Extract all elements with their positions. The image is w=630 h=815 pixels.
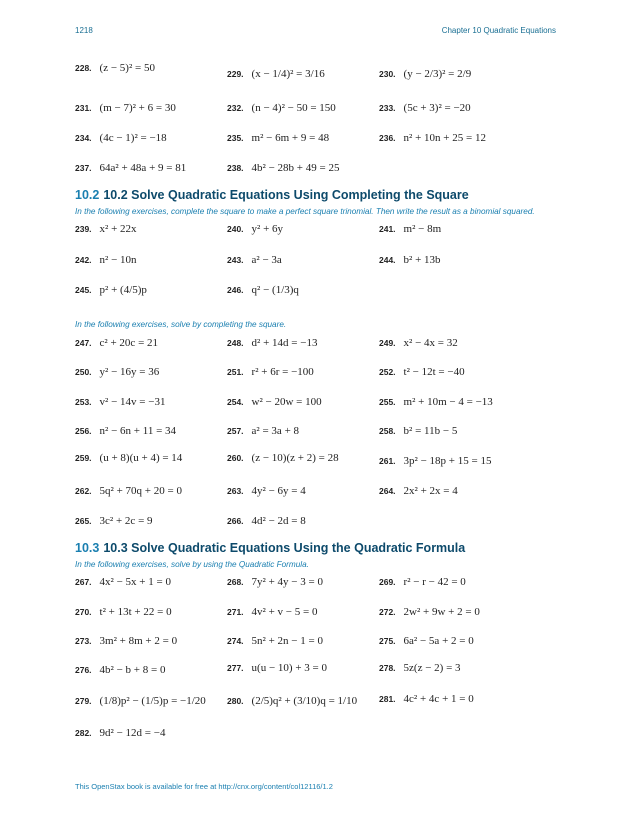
section-heading bbox=[75, 188, 469, 202]
problem-expression: (u + 8)(u + 4) = 14 bbox=[99, 452, 183, 464]
problem-number: 270. bbox=[75, 607, 92, 617]
problem-number: 235. bbox=[227, 133, 244, 143]
problem-number: 271. bbox=[227, 607, 244, 617]
problem-expression: 2w² + 9w + 2 = 0 bbox=[403, 606, 480, 618]
problem-268 bbox=[227, 576, 323, 588]
problem-number: 262. bbox=[75, 486, 92, 496]
page-number: 1218 bbox=[75, 26, 93, 35]
problem-257 bbox=[227, 425, 299, 437]
problem-number: 274. bbox=[227, 636, 244, 646]
problem-254 bbox=[227, 396, 322, 408]
problem-expression: 3c² + 2c = 9 bbox=[99, 515, 153, 527]
problem-number: 263. bbox=[227, 486, 244, 496]
problem-number: 237. bbox=[75, 163, 92, 173]
problem-261 bbox=[379, 455, 491, 467]
problem-number: 261. bbox=[379, 456, 396, 466]
problem-expression: 4b² − 28b + 49 = 25 bbox=[251, 162, 340, 174]
problem-246 bbox=[227, 284, 299, 296]
problem-number: 279. bbox=[75, 696, 92, 706]
problem-expression: 9d² − 12d = −4 bbox=[99, 727, 166, 739]
chapter-title: Chapter 10 Quadratic Equations bbox=[441, 26, 556, 35]
problem-238 bbox=[227, 162, 339, 174]
problem-256 bbox=[75, 425, 176, 437]
problem-234 bbox=[75, 132, 167, 144]
problem-number: 229. bbox=[227, 69, 244, 79]
problem-237 bbox=[75, 162, 186, 174]
problem-number: 239. bbox=[75, 224, 92, 234]
problem-278 bbox=[379, 662, 461, 674]
problem-252 bbox=[379, 366, 465, 378]
problem-259 bbox=[75, 452, 182, 464]
problem-number: 267. bbox=[75, 577, 92, 587]
problem-number: 275. bbox=[379, 636, 396, 646]
problem-231 bbox=[75, 102, 176, 114]
problem-269 bbox=[379, 576, 466, 588]
problem-number: 258. bbox=[379, 426, 396, 436]
problem-expression: 4b² − b + 8 = 0 bbox=[99, 664, 166, 676]
problem-266 bbox=[227, 515, 306, 527]
problem-expression: (z − 5)² = 50 bbox=[99, 62, 155, 74]
problem-277 bbox=[227, 662, 327, 674]
problem-262 bbox=[75, 485, 182, 497]
problem-expression: (4c − 1)² = −18 bbox=[99, 132, 167, 144]
problem-267 bbox=[75, 576, 171, 588]
problem-number: 268. bbox=[227, 577, 244, 587]
problem-number: 256. bbox=[75, 426, 92, 436]
problem-number: 272. bbox=[379, 607, 396, 617]
problem-280 bbox=[227, 695, 357, 707]
problem-number: 260. bbox=[227, 453, 244, 463]
problem-expression: (1/8)p² − (1/5)p = −1/20 bbox=[99, 695, 206, 707]
problem-249 bbox=[379, 337, 458, 349]
problem-265 bbox=[75, 515, 153, 527]
problem-247 bbox=[75, 337, 158, 349]
problem-number: 244. bbox=[379, 255, 396, 265]
problem-number: 266. bbox=[227, 516, 244, 526]
problem-number: 259. bbox=[75, 453, 92, 463]
problem-expression: 3m² + 8m + 2 = 0 bbox=[99, 635, 178, 647]
problem-242 bbox=[75, 254, 137, 266]
problem-number: 233. bbox=[379, 103, 396, 113]
problem-expression: 4x² − 5x + 1 = 0 bbox=[99, 576, 171, 588]
section-heading bbox=[75, 541, 465, 555]
problem-275 bbox=[379, 635, 474, 647]
problem-number: 247. bbox=[75, 338, 92, 348]
problem-230 bbox=[379, 68, 471, 80]
problem-243 bbox=[227, 254, 282, 266]
problem-expression: m² − 6m + 9 = 48 bbox=[251, 132, 330, 144]
problem-274 bbox=[227, 635, 323, 647]
problem-number: 252. bbox=[379, 367, 396, 377]
problem-expression: t² − 12t = −40 bbox=[403, 366, 465, 378]
problem-233 bbox=[379, 102, 471, 114]
problem-number: 265. bbox=[75, 516, 92, 526]
problem-279 bbox=[75, 695, 206, 707]
section-number: 10.3 bbox=[75, 541, 100, 555]
problem-expression: y² − 16y = 36 bbox=[99, 366, 160, 378]
problem-expression: a² = 3a + 8 bbox=[251, 425, 300, 437]
problem-number: 249. bbox=[379, 338, 396, 348]
problem-expression: (5c + 3)² = −20 bbox=[403, 102, 471, 114]
problem-expression: w² − 20w = 100 bbox=[251, 396, 322, 408]
problem-270 bbox=[75, 606, 172, 618]
problem-expression: v² − 14v = −31 bbox=[99, 396, 166, 408]
instructions: In the following exercises, solve by using the Quadratic Formula. bbox=[75, 560, 309, 569]
problem-number: 232. bbox=[227, 103, 244, 113]
problem-241 bbox=[379, 223, 441, 235]
problem-244 bbox=[379, 254, 441, 266]
problem-number: 231. bbox=[75, 103, 92, 113]
problem-250 bbox=[75, 366, 159, 378]
problem-expression: 6a² − 5a + 2 = 0 bbox=[403, 635, 474, 647]
problem-272 bbox=[379, 606, 480, 618]
problem-expression: t² + 13t + 22 = 0 bbox=[99, 606, 172, 618]
problem-expression: b² + 13b bbox=[403, 254, 441, 266]
problem-number: 242. bbox=[75, 255, 92, 265]
problem-number: 257. bbox=[227, 426, 244, 436]
problem-expression: 5q² + 70q + 20 = 0 bbox=[99, 485, 182, 497]
problem-282 bbox=[75, 727, 165, 739]
problem-number: 250. bbox=[75, 367, 92, 377]
problem-253 bbox=[75, 396, 165, 408]
problem-expression: x² − 4x = 32 bbox=[403, 337, 458, 349]
problem-232 bbox=[227, 102, 336, 114]
problem-expression: (m − 7)² + 6 = 30 bbox=[99, 102, 176, 114]
problem-expression: x² + 22x bbox=[99, 223, 137, 235]
problem-expression: 7y² + 4y − 3 = 0 bbox=[251, 576, 323, 588]
problem-number: 248. bbox=[227, 338, 244, 348]
section-number: 10.2 bbox=[75, 188, 100, 202]
problem-236 bbox=[379, 132, 486, 144]
problem-number: 241. bbox=[379, 224, 396, 234]
problem-number: 282. bbox=[75, 728, 92, 738]
problem-expression: d² + 14d = −13 bbox=[251, 337, 318, 349]
problem-number: 264. bbox=[379, 486, 396, 496]
problem-248 bbox=[227, 337, 317, 349]
problem-expression: y² + 6y bbox=[251, 223, 284, 235]
problem-expression: (2/5)q² + (3/10)q = 1/10 bbox=[251, 695, 358, 707]
problem-260 bbox=[227, 452, 339, 464]
problem-number: 246. bbox=[227, 285, 244, 295]
problem-number: 280. bbox=[227, 696, 244, 706]
problem-expression: 4y² − 6y = 4 bbox=[251, 485, 306, 497]
problem-expression: n² − 10n bbox=[99, 254, 137, 266]
problem-258 bbox=[379, 425, 457, 437]
problem-255 bbox=[379, 396, 493, 408]
problem-expression: 5n² + 2n − 1 = 0 bbox=[251, 635, 323, 647]
problem-expression: 64a² + 48a + 9 = 81 bbox=[99, 162, 187, 174]
problem-expression: p² + (4/5)p bbox=[99, 284, 147, 296]
problem-expression: 5z(z − 2) = 3 bbox=[403, 662, 461, 674]
problem-number: 238. bbox=[227, 163, 244, 173]
problem-number: 273. bbox=[75, 636, 92, 646]
problem-235 bbox=[227, 132, 329, 144]
problem-expression: c² + 20c = 21 bbox=[99, 337, 159, 349]
problem-expression: (x − 1/4)² = 3/16 bbox=[251, 68, 325, 80]
problem-number: 278. bbox=[379, 663, 396, 673]
problem-number: 281. bbox=[379, 694, 396, 704]
problem-expression: 4d² − 2d = 8 bbox=[251, 515, 306, 527]
problem-expression: u(u − 10) + 3 = 0 bbox=[251, 662, 327, 674]
problem-273 bbox=[75, 635, 177, 647]
problem-number: 236. bbox=[379, 133, 396, 143]
instructions: In the following exercises, solve by completing the square. bbox=[75, 320, 287, 329]
problem-number: 255. bbox=[379, 397, 396, 407]
problem-expression: (n − 4)² − 50 = 150 bbox=[251, 102, 336, 114]
problem-expression: q² − (1/3)q bbox=[251, 284, 299, 296]
problem-number: 269. bbox=[379, 577, 396, 587]
problem-number: 240. bbox=[227, 224, 244, 234]
problem-263 bbox=[227, 485, 306, 497]
problem-number: 253. bbox=[75, 397, 92, 407]
problem-number: 277. bbox=[227, 663, 244, 673]
problem-271 bbox=[227, 606, 317, 618]
problem-expression: m² + 10m − 4 = −13 bbox=[403, 396, 493, 408]
problem-251 bbox=[227, 366, 314, 378]
problem-number: 276. bbox=[75, 665, 92, 675]
problem-281 bbox=[379, 693, 474, 705]
problem-228 bbox=[75, 62, 155, 74]
problem-276 bbox=[75, 664, 165, 676]
problem-expression: n² + 10n + 25 = 12 bbox=[403, 132, 486, 144]
problem-number: 254. bbox=[227, 397, 244, 407]
problem-expression: a² − 3a bbox=[251, 254, 282, 266]
problem-expression: 4v² + v − 5 = 0 bbox=[251, 606, 318, 618]
problem-expression: b² = 11b − 5 bbox=[403, 425, 458, 437]
problem-240 bbox=[227, 223, 283, 235]
problem-expression: r² − r − 42 = 0 bbox=[403, 576, 466, 588]
problem-number: 234. bbox=[75, 133, 92, 143]
problem-expression: n² − 6n + 11 = 34 bbox=[99, 425, 177, 437]
problem-number: 251. bbox=[227, 367, 244, 377]
problem-expression: (z − 10)(z + 2) = 28 bbox=[251, 452, 339, 464]
section-title: 10.3 Solve Quadratic Equations Using the Quadratic Formula bbox=[103, 541, 466, 555]
problem-expression: r² + 6r = −100 bbox=[251, 366, 314, 378]
problem-expression: m² − 8m bbox=[403, 223, 442, 235]
section-title: 10.2 Solve Quadratic Equations Using Completing the Square bbox=[103, 188, 469, 202]
problem-264 bbox=[379, 485, 458, 497]
problem-245 bbox=[75, 284, 147, 296]
problem-expression: 2x² + 2x = 4 bbox=[403, 485, 458, 497]
problem-expression: (y − 2/3)² = 2/9 bbox=[403, 68, 472, 80]
problem-number: 243. bbox=[227, 255, 244, 265]
problem-239 bbox=[75, 223, 137, 235]
problem-number: 230. bbox=[379, 69, 396, 79]
problem-number: 245. bbox=[75, 285, 92, 295]
footer-note: This OpenStax book is available for free at http://cnx.org/content/col12116/1.2 bbox=[75, 782, 333, 791]
problem-229 bbox=[227, 68, 325, 80]
instructions: In the following exercises, complete the square to make a perfect square trinomial. Then write the result as a binomial squared. bbox=[75, 207, 535, 216]
problem-number: 228. bbox=[75, 63, 92, 73]
problem-expression: 3p² − 18p + 15 = 15 bbox=[403, 455, 492, 467]
problem-expression: 4c² + 4c + 1 = 0 bbox=[403, 693, 474, 705]
